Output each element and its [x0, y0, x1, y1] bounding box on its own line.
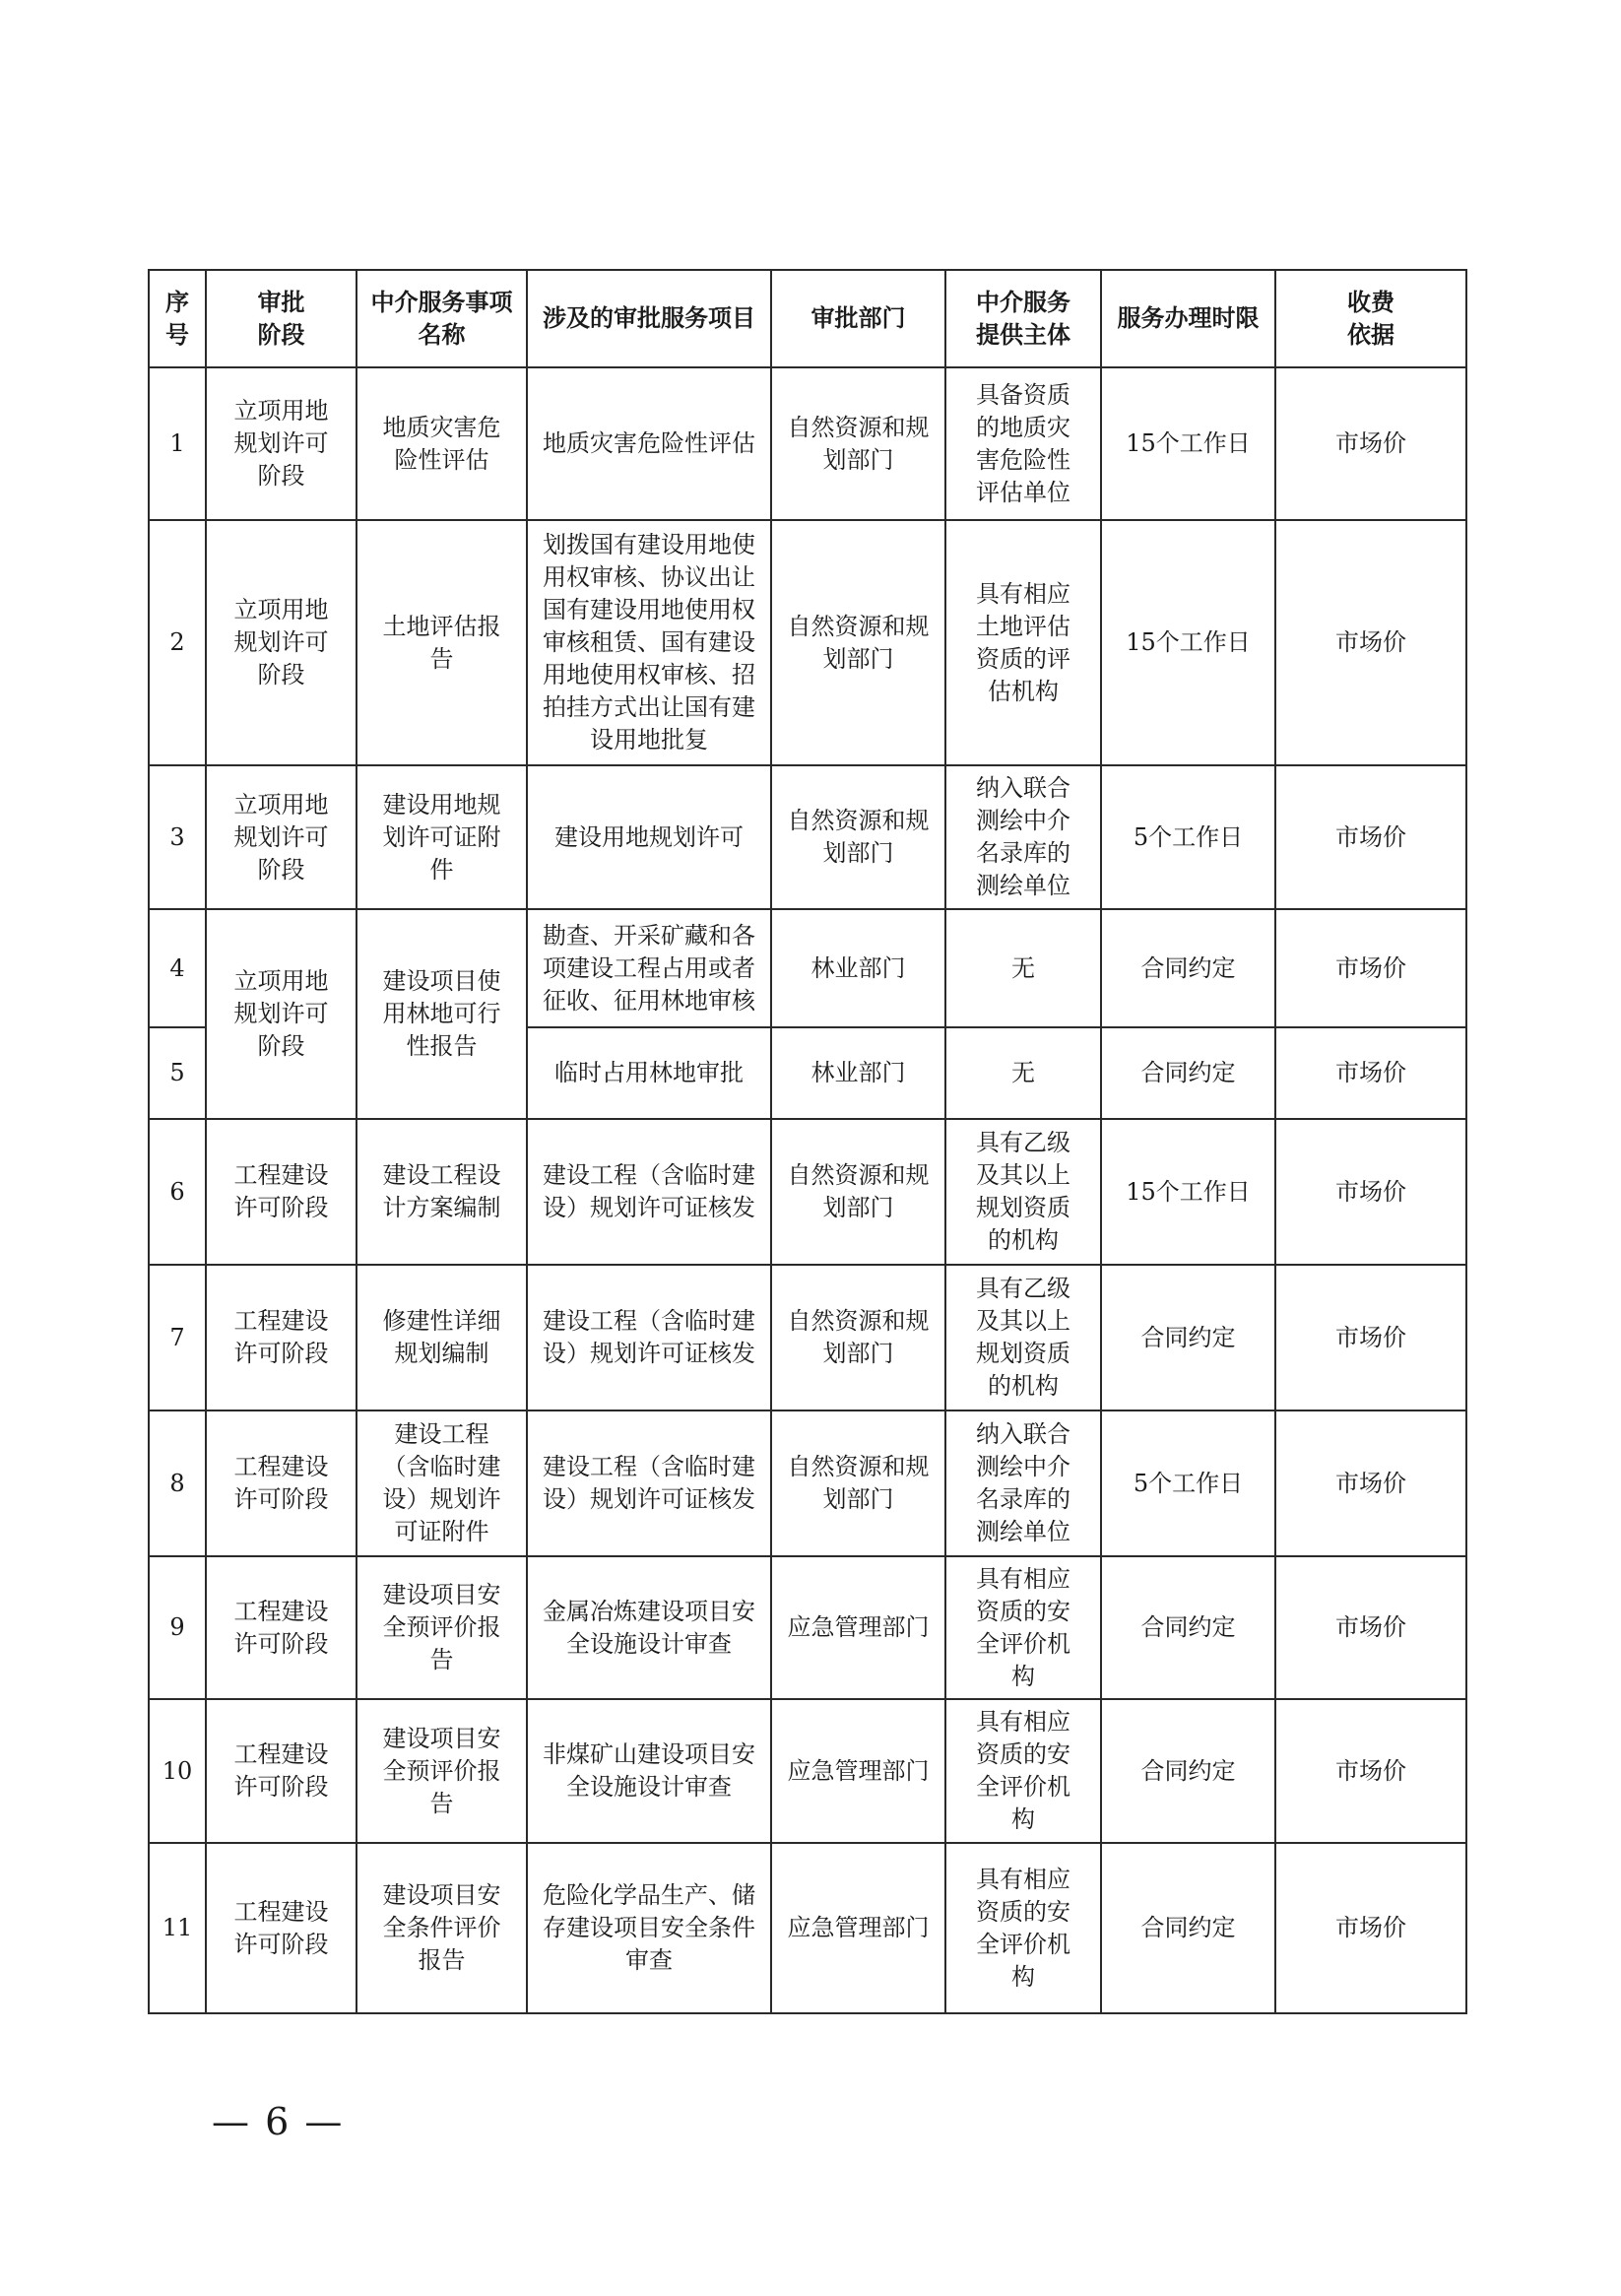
cell-seq: [149, 520, 206, 765]
cell-service-name: [357, 1843, 527, 2013]
cell-fee-basis: [1275, 909, 1466, 1027]
header-provider: 中介服务提供主体: [945, 270, 1101, 367]
cell-department: [771, 1119, 945, 1265]
cell-approval-item: [527, 1556, 771, 1699]
cell-department: [771, 1410, 945, 1556]
cell-stage-text: 立项用地规划许可阶段: [233, 596, 329, 689]
cell-time-limit: [1101, 1843, 1275, 2013]
cell-seq-text: 2: [169, 628, 185, 656]
cell-fee-basis: [1275, 1843, 1466, 2013]
cell-seq-text: 10: [162, 1756, 193, 1785]
cell-stage: [206, 1265, 357, 1410]
cell-time-limit-text: 5个工作日: [1133, 1469, 1244, 1497]
cell-department-text: 自然资源和规划部门: [787, 612, 930, 673]
cell-service-name: [357, 1699, 527, 1843]
cell-approval-item-text: 非煤矿山建设项目安全设施设计审查: [543, 1740, 755, 1801]
cell-provider: [945, 1265, 1101, 1410]
cell-service-name: [357, 367, 527, 520]
cell-provider-text: 无: [1011, 953, 1035, 982]
cell-time-limit-text: 15个工作日: [1126, 429, 1251, 457]
cell-department: [771, 1265, 945, 1410]
cell-time-limit: [1101, 1699, 1275, 1843]
cell-seq-text: 8: [169, 1469, 185, 1497]
cell-stage-text: 工程建设许可阶段: [233, 1597, 329, 1658]
cell-provider: [945, 1410, 1101, 1556]
cell-seq: [149, 909, 206, 1027]
cell-seq: [149, 1265, 206, 1410]
cell-approval-item-text: 建设用地规划许可: [554, 822, 744, 851]
cell-stage-text: 立项用地规划许可阶段: [233, 967, 329, 1060]
cell-stage: [206, 765, 357, 909]
cell-approval-item: [527, 1410, 771, 1556]
cell-time-limit-text: 合同约定: [1140, 1914, 1236, 1941]
cell-provider: [945, 520, 1101, 765]
cell-service-name-text: 建设工程设计方案编制: [382, 1161, 501, 1221]
cell-provider-text: 具有乙级及其以上规划资质的机构: [976, 1129, 1070, 1254]
cell-department-text: 自然资源和规划部门: [787, 1307, 930, 1367]
cell-service-name: [357, 1265, 527, 1410]
cell-approval-item: [527, 520, 771, 765]
cell-service-name-text: 建设项目安全条件评价报告: [382, 1881, 501, 1974]
cell-approval-item-text: 划拨国有建设用地使用权审核、协议出让国有建设用地使用权审核租赁、国有建设用地使用权审核、招拍挂方式出让国有建设用地批复: [543, 531, 755, 754]
cell-fee-basis: [1275, 1265, 1466, 1410]
cell-seq-text: 7: [169, 1323, 185, 1351]
cell-service-name: [357, 520, 527, 765]
cell-stage-text: 立项用地规划许可阶段: [233, 790, 329, 884]
cell-seq: [149, 1699, 206, 1843]
cell-department-text: 自然资源和规划部门: [787, 413, 930, 474]
cell-fee-basis-text: 市场价: [1335, 429, 1406, 457]
cell-stage: [206, 1119, 357, 1265]
header-approval-item: 涉及的审批服务项目: [527, 270, 771, 367]
cell-department-text: 林业部门: [810, 953, 906, 982]
cell-provider: [945, 1556, 1101, 1699]
cell-provider: [945, 1119, 1101, 1265]
cell-service-name-text: 建设项目使用林地可行性报告: [382, 967, 501, 1060]
cell-service-name-text: 土地评估报告: [382, 612, 501, 673]
cell-department: [771, 1843, 945, 2013]
cell-fee-basis: [1275, 1699, 1466, 1843]
cell-approval-item-text: 危险化学品生产、储存建设项目安全条件审查: [543, 1881, 755, 1974]
cell-time-limit: [1101, 1556, 1275, 1699]
table-header-row: [149, 270, 1466, 367]
cell-fee-basis-text: 市场价: [1335, 1914, 1406, 1941]
cell-time-limit: [1101, 909, 1275, 1027]
cell-approval-item: [527, 765, 771, 909]
cell-department-text: 应急管理部门: [787, 1914, 930, 1941]
cell-time-limit: [1101, 367, 1275, 520]
cell-seq: [149, 1843, 206, 2013]
cell-time-limit: [1101, 1265, 1275, 1410]
cell-time-limit-text: 15个工作日: [1126, 628, 1251, 656]
cell-stage-text: 工程建设许可阶段: [233, 1161, 329, 1221]
cell-service-name: [357, 1410, 527, 1556]
cell-fee-basis-text: 市场价: [1335, 1756, 1406, 1785]
cell-approval-item: [527, 367, 771, 520]
cell-stage-text: 立项用地规划许可阶段: [233, 397, 329, 490]
cell-seq-text: 3: [169, 822, 185, 851]
cell-approval-item: [527, 909, 771, 1027]
cell-fee-basis-text: 市场价: [1335, 1177, 1406, 1206]
table-row: [149, 520, 1466, 765]
cell-provider: [945, 1843, 1101, 2013]
cell-seq: [149, 1410, 206, 1556]
cell-seq: [149, 1556, 206, 1699]
cell-seq: [149, 1027, 206, 1119]
table-row: [149, 1843, 1466, 2013]
cell-time-limit-text: 5个工作日: [1133, 822, 1244, 851]
cell-fee-basis: [1275, 1410, 1466, 1556]
cell-stage: [206, 367, 357, 520]
cell-service-name-text: 修建性详细规划编制: [382, 1307, 501, 1367]
cell-stage: [206, 909, 357, 1119]
cell-service-name-text: 建设工程（含临时建设）规划许可证附件: [382, 1420, 501, 1545]
cell-provider-text: 具有相应资质的安全评价机构: [976, 1564, 1070, 1690]
cell-time-limit-text: 合同约定: [1140, 1059, 1236, 1086]
cell-department-text: 应急管理部门: [787, 1613, 930, 1641]
approval-services-table: [148, 269, 1467, 2014]
table-row: [149, 367, 1466, 520]
cell-seq-text: 5: [169, 1059, 185, 1086]
table-row: [149, 765, 1466, 909]
cell-fee-basis-text: 市场价: [1335, 1323, 1406, 1351]
cell-stage: [206, 1843, 357, 2013]
cell-approval-item: [527, 1265, 771, 1410]
table-row: [149, 1410, 1466, 1556]
cell-provider-text: 纳入联合测绘中介名录库的测绘单位: [976, 1420, 1070, 1545]
cell-fee-basis-text: 市场价: [1335, 1469, 1406, 1497]
cell-stage: [206, 1556, 357, 1699]
table-row: [149, 1119, 1466, 1265]
cell-time-limit-text: 15个工作日: [1126, 1177, 1251, 1206]
cell-time-limit: [1101, 520, 1275, 765]
cell-service-name: [357, 909, 527, 1119]
cell-service-name: [357, 765, 527, 909]
cell-time-limit: [1101, 765, 1275, 909]
cell-fee-basis: [1275, 520, 1466, 765]
cell-department: [771, 909, 945, 1027]
cell-provider-text: 具有相应资质的安全评价机构: [976, 1865, 1070, 1991]
cell-provider-text: 无: [1011, 1059, 1035, 1086]
table-row: [149, 1699, 1466, 1843]
cell-department-text: 自然资源和规划部门: [787, 807, 930, 867]
cell-department: [771, 367, 945, 520]
cell-department: [771, 520, 945, 765]
cell-service-name-text: 地质灾害危险性评估: [382, 413, 501, 474]
cell-department-text: 自然资源和规划部门: [787, 1161, 930, 1221]
cell-provider-text: 纳入联合测绘中介名录库的测绘单位: [976, 774, 1070, 899]
cell-fee-basis-text: 市场价: [1335, 953, 1406, 982]
cell-approval-item-text: 建设工程（含临时建设）规划许可证核发: [543, 1307, 755, 1367]
cell-stage: [206, 1410, 357, 1556]
cell-stage-text: 工程建设许可阶段: [233, 1453, 329, 1513]
cell-stage: [206, 1699, 357, 1843]
cell-fee-basis: [1275, 765, 1466, 909]
cell-approval-item-text: 建设工程（含临时建设）规划许可证核发: [543, 1453, 755, 1513]
header-fee-basis: 收费依据: [1275, 270, 1466, 367]
cell-approval-item-text: 金属冶炼建设项目安全设施设计审查: [543, 1597, 755, 1658]
cell-approval-item-text: 地质灾害危险性评估: [543, 429, 755, 457]
cell-department-text: 自然资源和规划部门: [787, 1453, 930, 1513]
cell-provider: [945, 765, 1101, 909]
cell-fee-basis: [1275, 1027, 1466, 1119]
cell-fee-basis: [1275, 1556, 1466, 1699]
cell-approval-item-text: 勘查、开采矿藏和各项建设工程占用或者征收、征用林地审核: [543, 921, 755, 1015]
cell-department: [771, 765, 945, 909]
header-time-limit: 服务办理时限: [1101, 270, 1275, 367]
cell-fee-basis-text: 市场价: [1335, 628, 1406, 656]
cell-provider-text: 具备资质的地质灾害危险性评估单位: [976, 380, 1070, 506]
cell-time-limit-text: 合同约定: [1140, 1613, 1236, 1641]
cell-fee-basis-text: 市场价: [1335, 822, 1406, 851]
cell-provider: [945, 367, 1101, 520]
cell-department-text: 应急管理部门: [787, 1756, 930, 1785]
cell-approval-item-text: 建设工程（含临时建设）规划许可证核发: [543, 1161, 755, 1221]
cell-approval-item-text: 临时占用林地审批: [554, 1059, 744, 1086]
cell-approval-item: [527, 1119, 771, 1265]
cell-service-name-text: 建设项目安全预评价报告: [382, 1581, 501, 1673]
cell-department: [771, 1556, 945, 1699]
cell-fee-basis-text: 市场价: [1335, 1613, 1406, 1641]
cell-service-name-text: 建设用地规划许可证附件: [382, 790, 501, 884]
cell-stage-text: 工程建设许可阶段: [233, 1307, 329, 1367]
cell-approval-item: [527, 1843, 771, 2013]
cell-service-name: [357, 1119, 527, 1265]
cell-service-name-text: 建设项目安全预评价报告: [382, 1724, 501, 1817]
cell-stage-text: 工程建设许可阶段: [233, 1897, 329, 1958]
cell-provider: [945, 909, 1101, 1027]
cell-fee-basis: [1275, 367, 1466, 520]
cell-time-limit-text: 合同约定: [1140, 953, 1236, 982]
cell-department: [771, 1027, 945, 1119]
header-stage: 审批阶段: [206, 270, 357, 367]
cell-provider: [945, 1027, 1101, 1119]
cell-time-limit: [1101, 1027, 1275, 1119]
cell-approval-item: [527, 1699, 771, 1843]
cell-service-name: [357, 1556, 527, 1699]
cell-seq-text: 11: [162, 1914, 193, 1941]
cell-seq-text: 6: [169, 1177, 185, 1206]
cell-provider-text: 具有相应土地评估资质的评估机构: [976, 579, 1070, 705]
table-row: [149, 909, 1466, 1027]
cell-seq: [149, 765, 206, 909]
cell-fee-basis: [1275, 1119, 1466, 1265]
cell-provider-text: 具有乙级及其以上规划资质的机构: [976, 1275, 1070, 1400]
cell-time-limit: [1101, 1119, 1275, 1265]
cell-seq-text: 4: [169, 953, 185, 982]
header-department: 审批部门: [771, 270, 945, 367]
cell-approval-item: [527, 1027, 771, 1119]
cell-provider-text: 具有相应资质的安全评价机构: [976, 1708, 1070, 1833]
cell-seq: [149, 1119, 206, 1265]
cell-time-limit-text: 合同约定: [1140, 1323, 1236, 1351]
cell-stage: [206, 520, 357, 765]
page-number: — 6 —: [212, 2100, 345, 2143]
header-service-name: 中介服务事项名称: [357, 270, 527, 367]
cell-seq-text: 9: [169, 1613, 185, 1641]
header-seq: 序号: [149, 270, 206, 367]
cell-time-limit: [1101, 1410, 1275, 1556]
table-row: [149, 1265, 1466, 1410]
table-row: [149, 1556, 1466, 1699]
cell-seq-text: 1: [169, 429, 185, 457]
cell-time-limit-text: 合同约定: [1140, 1756, 1236, 1785]
cell-stage-text: 工程建设许可阶段: [233, 1740, 329, 1801]
cell-department: [771, 1699, 945, 1843]
cell-provider: [945, 1699, 1101, 1843]
cell-department-text: 林业部门: [810, 1059, 906, 1086]
cell-fee-basis-text: 市场价: [1335, 1059, 1406, 1086]
cell-seq: [149, 367, 206, 520]
